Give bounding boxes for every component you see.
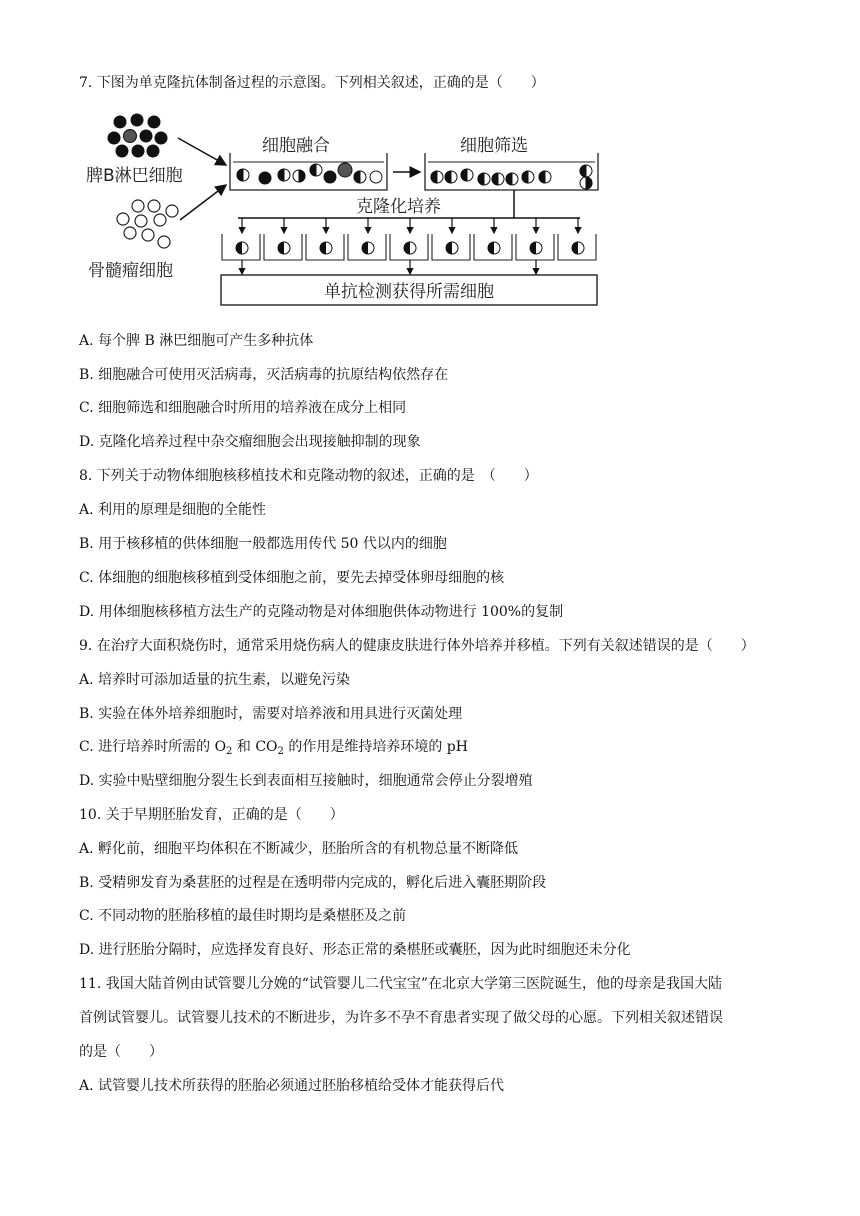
monoclonal-antibody-diagram — [0, 0, 860, 320]
myeloma-label: 骨髓瘤细胞 — [88, 261, 173, 281]
cloning-well — [558, 218, 596, 260]
q8-option-d: D. 用体细胞核移植方法生产的克隆动物是对体细胞供体动物进行 100%的复制 — [79, 604, 564, 620]
q10-option-c: C. 不同动物的胚胎移植的最佳时期均是桑椹胚及之前 — [79, 908, 407, 924]
screening-label: 细胞筛选 — [460, 136, 528, 156]
cloning-well — [474, 218, 512, 260]
q9-stem: 9. 在治疗大面积烧伤时，通常采用烧伤病人的健康皮肤进行体外培养并移植。下列有关叙述错误的是（ ） — [79, 638, 755, 654]
q7-option-d: D. 克隆化培养过程中杂交瘤细胞会出现接触抑制的现象 — [79, 434, 421, 450]
q11-stem-line1: 11. 我国大陆首例由试管婴儿分娩的“试管婴儿二代宝宝”在北京大学第三医院诞生，他的母亲是我国大陆 — [79, 976, 723, 992]
q8-option-a: A. 利用的原理是细胞的全能性 — [79, 502, 267, 518]
q10-option-b: B. 受精卵发育为桑葚胚的过程是在透明带内完成的，孵化后进入囊胚期阶段 — [79, 875, 547, 891]
screening-cells — [431, 165, 592, 189]
cloning-well — [516, 218, 554, 274]
cloning-well — [390, 218, 428, 274]
q10-option-a: A. 孵化前，细胞平均体积在不断减少，胚胎所含的有机物总量不断降低 — [79, 841, 519, 857]
q8-option-c: C. 体细胞的细胞核移植到受体细胞之前，要先去掉受体卵母细胞的核 — [79, 570, 505, 586]
myeloma-cell-cluster — [117, 200, 178, 248]
cloning-well — [432, 218, 470, 260]
cloning-well — [306, 218, 344, 260]
q11-stem-line2: 首例试管婴儿。试管婴儿技术的不断进步，为许多不孕不育患者实现了做父母的心愿。下列相关叙述错误 — [79, 1010, 723, 1026]
spleen-label: 脾B淋巴细胞 — [86, 166, 183, 186]
q7-option-b: B. 细胞融合可使用灭活病毒，灭活病毒的抗原结构依然存在 — [79, 367, 449, 383]
fusion-cells — [237, 163, 382, 184]
hybridoma-cell-half — [530, 242, 536, 254]
q11-stem-line3: 的是（ ） — [79, 1044, 163, 1060]
q10-option-d: D. 进行胚胎分隔时，应选择发育良好、形态正常的桑椹胚或囊胚，因为此时细胞还未分化 — [79, 942, 631, 958]
q11-option-a: A. 试管婴儿技术所获得的胚胎必须通过胚胎移植给受体才能获得后代 — [79, 1078, 505, 1094]
spleen-cell-cluster — [108, 114, 168, 158]
q8-option-b: B. 用于核移植的供体细胞一般都选用传代 50 代以内的细胞 — [79, 536, 447, 552]
q8-stem: 8. 下列关于动物体细胞核移植技术和克隆动物的叙述，正确的是 （ ） — [79, 468, 538, 484]
arrow-spleen-to-fusion — [178, 138, 226, 165]
q9-option-c-post: 的作用是维持培养环境的 pH — [283, 739, 468, 755]
hybridoma-cell-half — [404, 242, 410, 254]
cloning-wells — [222, 218, 596, 274]
q9-option-c — [79, 737, 468, 762]
hybridoma-cell-half — [362, 242, 368, 254]
q9-option-c-sub1: 2 — [226, 746, 233, 757]
q9-option-c-mid: 和 CO — [232, 739, 278, 755]
cloning-well — [264, 218, 302, 260]
cloning-well — [222, 218, 260, 274]
q9-option-a: A. 培养时可添加适量的抗生素，以避免污染 — [79, 672, 351, 688]
cloning-well — [348, 218, 386, 260]
q7-option-c: C. 细胞筛选和细胞融合时所用的培养液在成分上相同 — [79, 400, 407, 416]
q9-option-d: D. 实验中贴壁细胞分裂生长到表面相互接触时，细胞通常会停止分裂增殖 — [79, 773, 533, 789]
q10-stem: 10. 关于早期胚胎发育，正确的是（ ） — [79, 807, 344, 823]
cloning-label: 克隆化培养 — [356, 197, 441, 217]
hybridoma-cell-half — [278, 242, 284, 254]
arrow-myeloma-to-fusion — [180, 185, 226, 220]
q9-option-c-sub2: 2 — [277, 746, 284, 757]
hybridoma-cell-half — [320, 242, 326, 254]
hybridoma-cell-half — [572, 242, 578, 254]
q7-stem: 7. 下图为单克隆抗体制备过程的示意图。下列相关叙述，正确的是（ ） — [79, 75, 545, 91]
hybridoma-cell-half — [488, 242, 494, 254]
fusion-label: 细胞融合 — [262, 136, 330, 156]
q9-option-b: B. 实验在体外培养细胞时，需要对培养液和用具进行灭菌处理 — [79, 706, 463, 722]
q7-option-a: A. 每个脾 B 淋巴细胞可产生多种抗体 — [79, 333, 314, 349]
detection-label: 单抗检测获得所需细胞 — [324, 282, 494, 302]
q9-option-c-pre: C. 进行培养时所需的 O — [79, 739, 227, 755]
hybridoma-cell-half — [446, 242, 452, 254]
hybridoma-cell-half — [236, 242, 242, 254]
